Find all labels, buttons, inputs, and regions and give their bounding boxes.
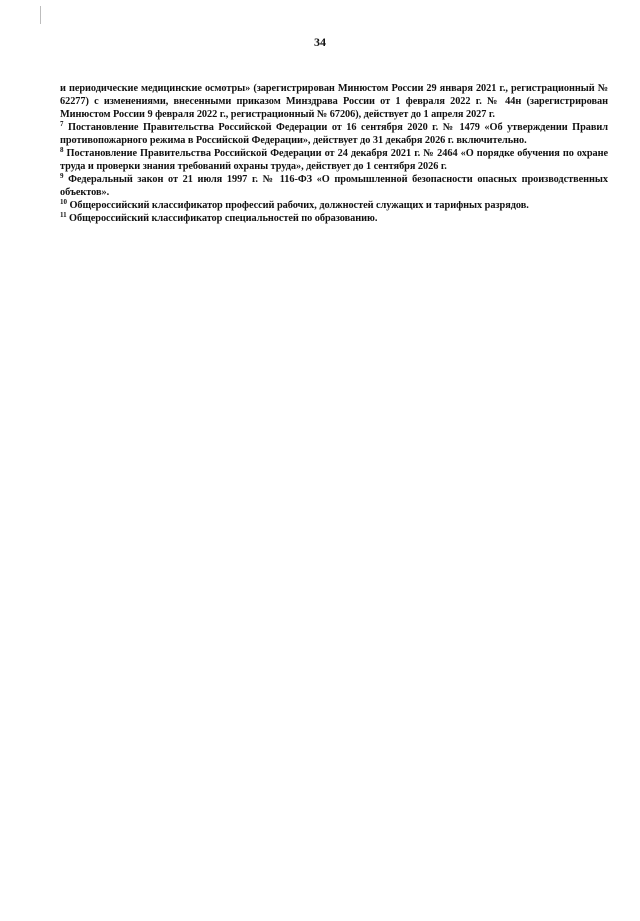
footnote-marker: 7 (60, 120, 64, 128)
footnote-continuation (60, 82, 608, 121)
footnote-9 (60, 173, 608, 199)
footnote-10 (60, 199, 608, 212)
footnote-text: Постановление Правительства Российской Федерации от 16 сентября 2020 г. № 1479 «Об утверждении Правил противопожарного режима в Российской Федерации», действует до 31 декабря 2026 г. включительно. (60, 122, 609, 146)
page-number: 34 (314, 35, 326, 49)
footnote-8 (60, 147, 608, 173)
footnote-text: Общероссийский классификатор специальностей по образованию. (69, 213, 378, 224)
scan-artifact-mark (40, 6, 41, 24)
footnote-marker: 8 (60, 146, 64, 154)
footnote-text: и периодические медицинские осмотры» (зарегистрирован Минюстом России 29 января 2021 г., регистрационный № 62277) с изменениями, внесенными приказом Минздрава России от 1 февраля 2022 г. № 44н (зарегистрирован Минюстом России 9 февраля 2022 г., регистрационный № 67206), действует до 1 апреля 2027 г. (60, 83, 608, 120)
footnotes-block (60, 82, 608, 225)
footnote-marker: 11 (60, 211, 67, 219)
footnote-text: Общероссийский классификатор профессий рабочих, должностей служащих и тарифных разрядов. (69, 200, 529, 211)
footnote-7 (60, 121, 608, 147)
footnote-marker: 10 (60, 198, 67, 206)
footnote-text: Постановление Правительства Российской Федерации от 24 декабря 2021 г. № 2464 «О порядке обучения по охране труда и проверки знания требований охраны труда», действует до 1 сентября 2026 г. (60, 148, 608, 172)
footnote-11 (60, 212, 608, 225)
footnote-marker: 9 (60, 172, 64, 180)
footnote-text: Федеральный закон от 21 июля 1997 г. № 116-ФЗ «О промышленной безопасности опасных производственных объектов». (60, 174, 609, 198)
